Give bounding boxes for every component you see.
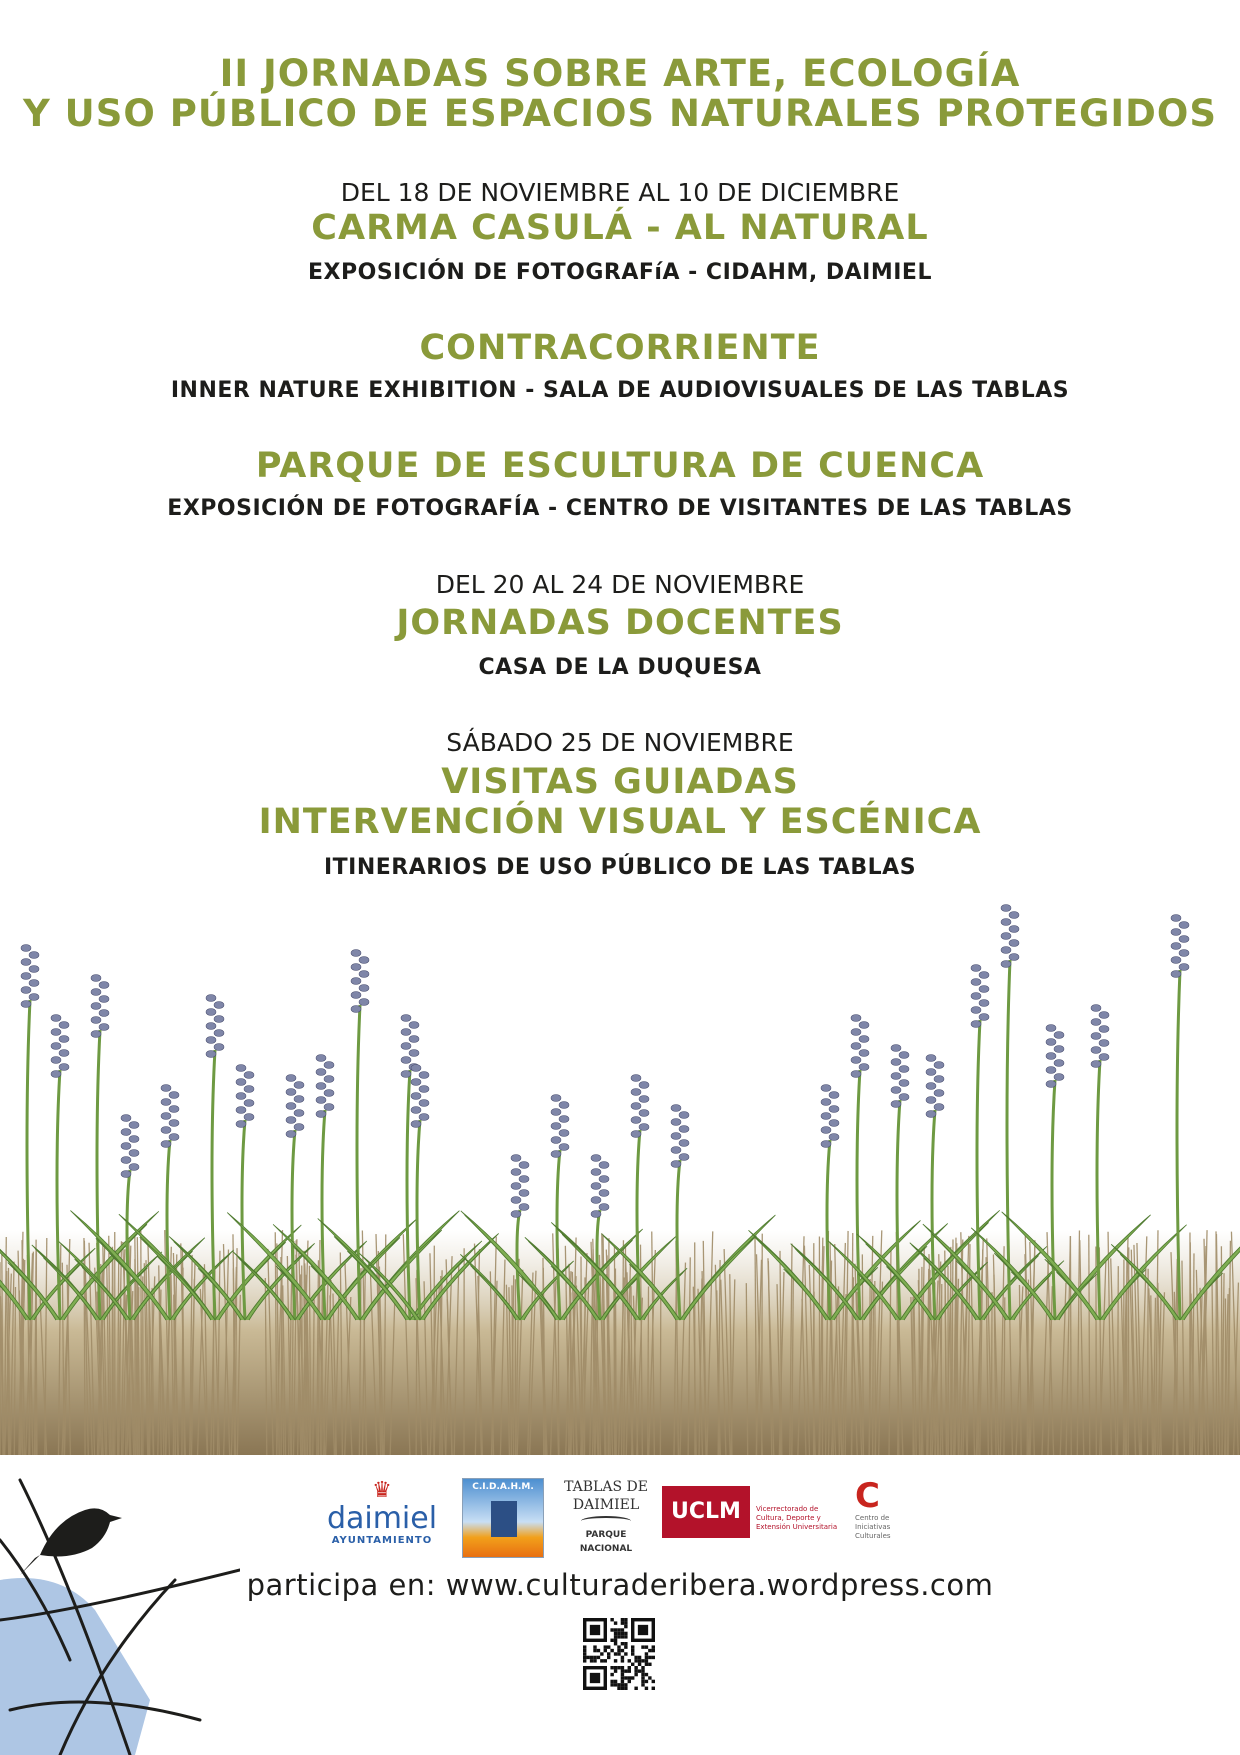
poster-title-line2: Y USO PÚBLICO DE ESPACIOS NATURALES PROTEGIDOS: [23, 92, 1217, 135]
event-4-subtitle: CASA DE LA DUQUESA: [478, 655, 762, 680]
daimiel-logo: [322, 1478, 442, 1558]
event-2-title: CONTRACORRIENTE: [419, 328, 821, 368]
event-3-title: PARQUE DE ESCULTURA DE CUENCA: [255, 446, 985, 486]
poster-title-line1: II JORNADAS SOBRE ARTE, ECOLOGÍA: [219, 52, 1021, 95]
cultural-centre-logo: [855, 1478, 915, 1558]
daimiel-logo-small: AYUNTAMIENTO: [331, 1535, 433, 1546]
event-1-title: CARMA CASULÁ - AL NATURAL: [311, 208, 929, 248]
uclm-logo: [662, 1486, 750, 1538]
reed-plants-illustration: [0, 900, 1240, 1455]
qr-code: [583, 1618, 655, 1690]
cidahm-logo: [462, 1478, 544, 1558]
cidahm-logo-text: C.I.D.A.H.M.: [472, 1482, 534, 1492]
building-icon: [491, 1501, 517, 1537]
participate-url[interactable]: participa en: www.culturaderibera.wordpress.com: [246, 1568, 994, 1602]
arc-icon: [581, 1516, 631, 1526]
tablas-de-daimiel-logo: [560, 1478, 652, 1558]
daimiel-logo-word: daimiel: [326, 1501, 438, 1536]
event-1-date: DEL 18 DE NOVIEMBRE AL 10 DE DICIEMBRE: [340, 178, 900, 207]
event-4-date: DEL 20 AL 24 DE NOVIEMBRE: [435, 570, 805, 599]
cc-logo-letter: C: [855, 1476, 880, 1516]
event-5-subtitle: ITINERARIOS DE USO PÚBLICO DE LAS TABLAS: [323, 855, 917, 880]
crown-icon: ♛: [372, 1478, 392, 1503]
event-1-subtitle: EXPOSICIÓN DE FOTOGRAFíA - CIDAHM, DAIMIEL: [308, 260, 932, 285]
bird-on-branch-illustration: [0, 1460, 240, 1755]
event-2-subtitle: INNER NATURE EXHIBITION - SALA DE AUDIOVISUALES DE LAS TABLAS: [170, 378, 1070, 403]
tablas-logo-line1: TABLAS DE: [564, 1479, 648, 1495]
uclm-logo-text: UCLM: [671, 1499, 741, 1524]
cc-logo-text: Centro de Iniciativas Culturales: [855, 1514, 891, 1540]
event-3-subtitle: EXPOSICIÓN DE FOTOGRAFÍA - CENTRO DE VISITANTES DE LAS TABLAS: [167, 496, 1073, 521]
uclm-vicerrectorado-text: Vicerrectorado de Cultura, Deporte y Extensión Universitaria: [756, 1505, 838, 1531]
event-5-title2: INTERVENCIÓN VISUAL Y ESCÉNICA: [258, 802, 982, 842]
event-5-date: SÁBADO 25 DE NOVIEMBRE: [446, 728, 794, 757]
event-5-title: VISITAS GUIADAS: [441, 762, 799, 802]
tablas-logo-line2: DAIMIEL: [572, 1497, 640, 1513]
tablas-logo-line3: PARQUE NACIONAL: [579, 1530, 633, 1554]
event-4-title: JORNADAS DOCENTES: [396, 603, 844, 643]
